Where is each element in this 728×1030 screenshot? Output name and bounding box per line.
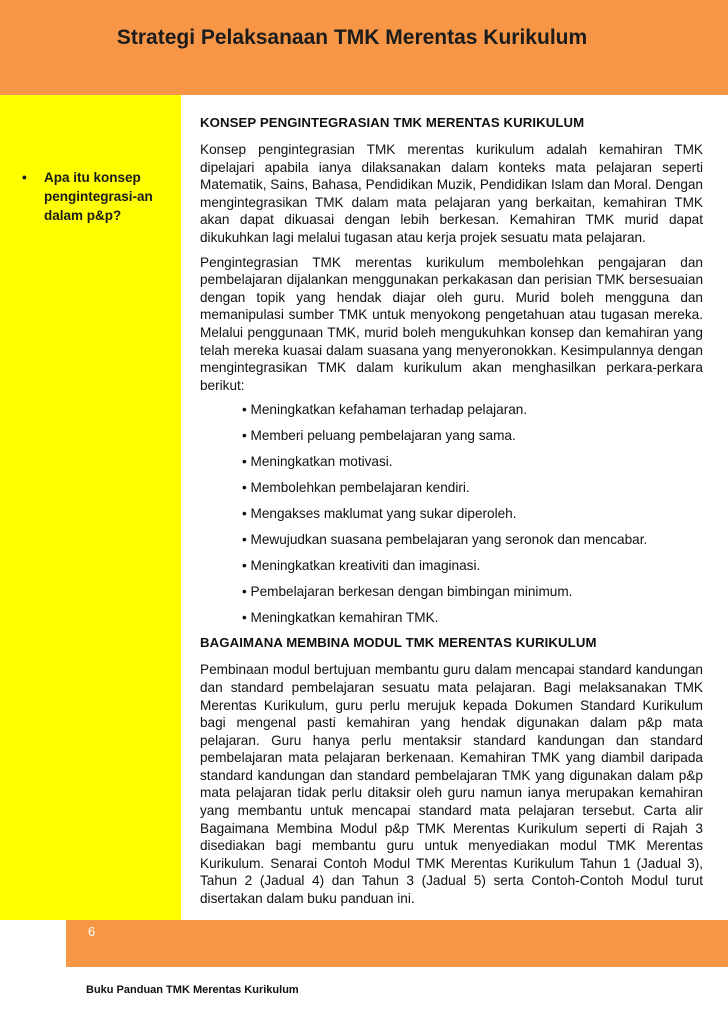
book-title: Buku Panduan TMK Merentas Kurikulum bbox=[86, 984, 299, 996]
paragraph: Konsep pengintegrasian TMK merentas kurikulum adalah kemahiran TMK dipelajari apabila ianya dilaksanakan dalam konteks mata pelajaran seperti Matematik, Sains, Bahasa, Pendidikan Muzik, Pendidikan Islam dan Moral. Dengan mengintegrasikan TMK dalam mata pelajaran yang berkaitan, kemahiran TMK akan dapat dikuasai dengan lebih berkesan. Kemahiran TMK murid dapat dikukuhkan lagi melalui tugasan atau kerja projek sesuatu mata pelajaran. bbox=[200, 142, 703, 245]
list-item: • Meningkatkan kreativiti dan imaginasi. bbox=[242, 558, 481, 574]
page-title: Strategi Pelaksanaan TMK Merentas Kurikulum bbox=[116, 26, 588, 49]
paragraph: Pembinaan modul bertujuan membantu guru dalam mencapai standard kandungan dan standard pembelajaran sesuatu mata pelajaran. Bagi melaksanakan TMK Merentas Kurikulum, guru perlu merujuk kepada Dokumen Standard Kurikulum bagi mengenal pasti kemahiran yang hendak digunakan dalam p&p mata pelajaran. Guru hanya perlu mentaksir standard kandungan dan standard pembelajaran mata pelajaran berkenaan. Kemahiran TMK yang diambil daripada standard kandungan dan standard pembelajaran TMK yang digunakan dalam p&p mata pelajaran tidak perlu ditaksir oleh guru namun ianya merupakan kemahiran yang membantu untuk mencapai standard mata pelajaran tersebut. Carta alir Bagaimana Membina Modul p&p TMK Merentas Kurikulum seperti di Rajah 3 disediakan bagi membantu guru untuk menyediakan modul TMK Merentas Kurikulum. Senarai Contoh Modul TMK Merentas Kurikulum Tahun 1 (Jadual 3), Tahun 2 (Jadual 4) dan Tahun 3 (Jadual 5) serta Contoh-Contoh Modul turut disertakan dalam buku panduan ini. bbox=[200, 662, 703, 907]
benefits-list bbox=[200, 401, 703, 635]
list-item: • Meningkatkan kefahaman terhadap pelajaran. bbox=[242, 402, 528, 418]
list-item: • Meningkatkan kemahiran TMK. bbox=[242, 610, 439, 626]
list-item: • Meningkatkan motivasi. bbox=[242, 454, 393, 470]
footer-band bbox=[66, 920, 728, 967]
list-item: • Membolehkan pembelajaran kendiri. bbox=[242, 480, 470, 496]
page-number: 6 bbox=[88, 924, 96, 939]
sidebar-question-text: Apa itu konsep pengintegrasi-an dalam p&p? bbox=[44, 170, 153, 223]
list-item: • Mewujudkan suasana pembelajaran yang seronok dan mencabar. bbox=[242, 532, 648, 548]
sidebar-question bbox=[22, 168, 172, 225]
list-item: • Mengakses maklumat yang sukar diperoleh. bbox=[242, 506, 517, 522]
section-heading-konsep: KONSEP PENGINTEGRASIAN TMK MERENTAS KURIKULUM bbox=[200, 115, 585, 130]
list-item: • Memberi peluang pembelajaran yang sama. bbox=[242, 428, 516, 444]
list-item: • Pembelajaran berkesan dengan bimbingan minimum. bbox=[242, 584, 573, 600]
main-content bbox=[200, 114, 703, 915]
bullet-icon: • bbox=[22, 170, 27, 185]
paragraph: Pengintegrasian TMK merentas kurikulum membolehkan pengajaran dan pembelajaran dijalankan menggunakan perkakasan dan perisian TMK bersesuaian dengan topik yang hendak diajar oleh guru. Murid boleh mengguna dan memanipulasi sumber TMK untuk menyokong pengetahuan atau tugasan mereka. Melalui penggunaan TMK, murid boleh mengukuhkan konsep dan kemahiran yang telah mereka kuasai dalam suasana yang menyeronokkan. Kesimpulannya dengan mengintegrasikan TMK dalam kurikulum akan menghasilkan perkara-perkara berikut: bbox=[200, 254, 703, 393]
section-heading-modul: BAGAIMANA MEMBINA MODUL TMK MERENTAS KURIKULUM bbox=[200, 635, 597, 651]
